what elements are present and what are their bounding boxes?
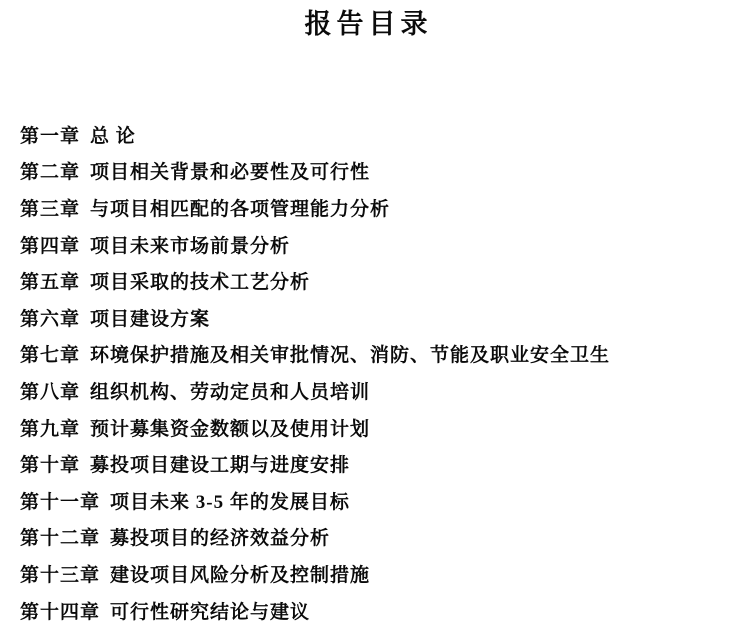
chapter-number: 第五章 xyxy=(20,272,81,294)
chapter-number: 第七章 xyxy=(20,345,81,367)
toc-item xyxy=(20,519,727,556)
table-of-contents xyxy=(20,116,727,628)
chapter-number: 第十三章 xyxy=(20,564,101,586)
chapter-number: 第十一章 xyxy=(20,491,101,513)
toc-item xyxy=(20,116,727,153)
toc-item xyxy=(20,336,727,373)
toc-item xyxy=(20,189,727,226)
chapter-title: 环境保护措施及相关审批情况、消防、节能及职业安全卫生 xyxy=(90,345,611,367)
toc-item xyxy=(20,409,727,446)
toc-item xyxy=(20,226,727,263)
chapter-number: 第二章 xyxy=(20,162,81,184)
page-title: 报告目录 xyxy=(304,9,433,39)
toc-item xyxy=(20,153,727,190)
chapter-number: 第四章 xyxy=(20,235,81,257)
chapter-title: 组织机构、劳动定员和人员培训 xyxy=(90,381,371,403)
chapter-title: 可行性研究结论与建议 xyxy=(110,601,311,623)
toc-item xyxy=(20,592,727,629)
toc-item xyxy=(20,372,727,409)
chapter-title: 建设项目风险分析及控制措施 xyxy=(110,564,371,586)
chapter-title: 项目未来市场前景分析 xyxy=(90,235,291,257)
chapter-number: 第三章 xyxy=(20,198,81,220)
chapter-title: 项目相关背景和必要性及可行性 xyxy=(90,162,371,184)
chapter-title: 募投项目的经济效益分析 xyxy=(110,528,331,550)
chapter-title: 项目建设方案 xyxy=(90,308,211,330)
chapter-title: 总 论 xyxy=(90,125,136,147)
toc-item xyxy=(20,482,727,519)
toc-item xyxy=(20,555,727,592)
toc-item xyxy=(20,262,727,299)
toc-item xyxy=(20,299,727,336)
chapter-number: 第十章 xyxy=(20,455,81,477)
chapter-number: 第十二章 xyxy=(20,528,101,550)
chapter-number: 第十四章 xyxy=(20,601,101,623)
chapter-title: 募投项目建设工期与进度安排 xyxy=(90,455,351,477)
chapter-number: 第九章 xyxy=(20,418,81,440)
chapter-number: 第六章 xyxy=(20,308,81,330)
chapter-title: 预计募集资金数额以及使用计划 xyxy=(90,418,371,440)
chapter-title: 项目未来 3-5 年的发展目标 xyxy=(110,491,350,513)
toc-item xyxy=(20,445,727,482)
chapter-title: 项目采取的技术工艺分析 xyxy=(90,272,311,294)
chapter-title: 与项目相匹配的各项管理能力分析 xyxy=(90,198,391,220)
chapter-number: 第八章 xyxy=(20,381,81,403)
chapter-number: 第一章 xyxy=(20,125,81,147)
